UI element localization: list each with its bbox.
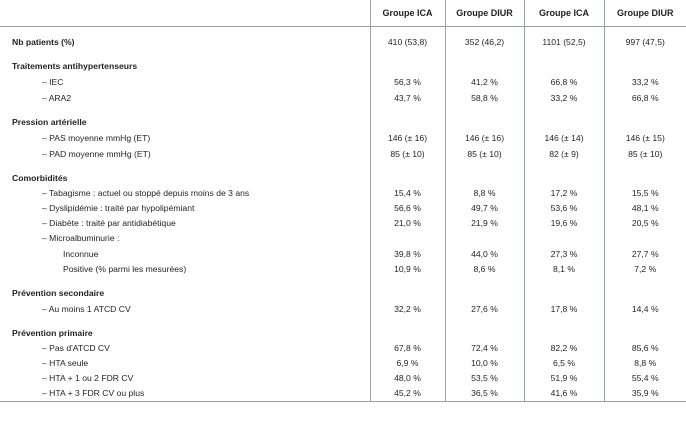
table-row bbox=[0, 90, 686, 106]
cell-value: 49,7 % bbox=[445, 201, 524, 216]
cell-value: 6,9 % bbox=[370, 356, 445, 371]
section-heading: Pression artérielle bbox=[12, 117, 87, 127]
table-row bbox=[0, 146, 686, 162]
cell-value: 7,2 % bbox=[604, 262, 686, 277]
cell-value: 997 (47,5) bbox=[604, 34, 686, 50]
cell-value: 72,4 % bbox=[445, 341, 524, 356]
cell-value: 27,3 % bbox=[524, 246, 604, 262]
cell-value: 82,2 % bbox=[524, 341, 604, 356]
cell-value: 146 (± 16) bbox=[370, 130, 445, 146]
row-label: – PAS moyenne mmHg (ET) bbox=[42, 133, 151, 143]
cell-value: 35,9 % bbox=[604, 386, 686, 402]
cell-value: 48,1 % bbox=[604, 201, 686, 216]
cell-value: 41,2 % bbox=[445, 74, 524, 90]
section-heading-row bbox=[0, 58, 686, 74]
section-heading: Prévention secondaire bbox=[12, 288, 105, 298]
table-row bbox=[0, 130, 686, 146]
cell-value: 1101 (52,5) bbox=[524, 34, 604, 50]
cell-value: 146 (± 16) bbox=[445, 130, 524, 146]
cell-value: 55,4 % bbox=[604, 371, 686, 386]
section-heading: Traitements antihypertenseurs bbox=[12, 61, 138, 71]
cell-value: 53,5 % bbox=[445, 371, 524, 386]
row-label: – HTA + 3 FDR CV ou plus bbox=[0, 386, 370, 402]
cell-value: 21,9 % bbox=[445, 216, 524, 231]
cell-value: 85 (± 10) bbox=[445, 146, 524, 162]
cell-value: 8,1 % bbox=[524, 262, 604, 277]
cell-value: 41,6 % bbox=[524, 386, 604, 402]
section-heading: Prévention primaire bbox=[12, 328, 93, 338]
row-label: – HTA seule bbox=[42, 358, 89, 368]
cell-value: 39,8 % bbox=[370, 246, 445, 262]
row-label: Nb patients (%) bbox=[12, 37, 75, 47]
cell-value: 20,5 % bbox=[604, 216, 686, 231]
section-heading-row bbox=[0, 114, 686, 130]
row-label: Positive (% parmi les mesurées) bbox=[63, 264, 187, 274]
table-row bbox=[0, 341, 686, 356]
row-label: – ARA2 bbox=[42, 93, 72, 103]
cell-value: 8,8 % bbox=[445, 186, 524, 201]
row-label: – Microalbuminurie : bbox=[42, 233, 120, 243]
cell-value: 32,2 % bbox=[370, 301, 445, 317]
row-label: – Tabagisme : actuel ou stoppé depuis moins de 3 ans bbox=[42, 188, 250, 198]
cell-value: 56,6 % bbox=[370, 201, 445, 216]
cell-value: 43,7 % bbox=[370, 90, 445, 106]
cell-value: 67,8 % bbox=[370, 341, 445, 356]
row-label: – HTA + 1 ou 2 FDR CV bbox=[42, 373, 134, 383]
cell-value: 58,8 % bbox=[445, 90, 524, 106]
cell-value: 14,4 % bbox=[604, 301, 686, 317]
section-heading-row bbox=[0, 170, 686, 186]
table-row bbox=[0, 231, 686, 246]
table-row bbox=[0, 246, 686, 262]
cell-value: 352 (46,2) bbox=[445, 34, 524, 50]
header-group-ica-2: Groupe ICA bbox=[524, 0, 604, 27]
row-label: Inconnue bbox=[63, 249, 99, 259]
cell-value: 82 (± 9) bbox=[524, 146, 604, 162]
cell-value: 33,2 % bbox=[524, 90, 604, 106]
cell-value: 66,8 % bbox=[604, 90, 686, 106]
cell-value: 6,5 % bbox=[524, 356, 604, 371]
cell-value: 21,0 % bbox=[370, 216, 445, 231]
row-label: – PAD moyenne mmHg (ET) bbox=[42, 149, 151, 159]
cell-value: 8,6 % bbox=[445, 262, 524, 277]
row-label: – Au moins 1 ATCD CV bbox=[42, 304, 131, 314]
cell-value: 48,0 % bbox=[370, 371, 445, 386]
cell-value: 44,0 % bbox=[445, 246, 524, 262]
cell-value: 8,8 % bbox=[604, 356, 686, 371]
header-blank-cell bbox=[0, 0, 370, 27]
cell-value: 27,7 % bbox=[604, 246, 686, 262]
cell-value: 10,0 % bbox=[445, 356, 524, 371]
cell-value: 85,6 % bbox=[604, 341, 686, 356]
cell-value: 66,8 % bbox=[524, 74, 604, 90]
cell-value: 17,8 % bbox=[524, 301, 604, 317]
table-row bbox=[0, 34, 686, 50]
row-label: – Dyslipidémie : traité par hypolipémiant bbox=[42, 203, 195, 213]
cell-value: 146 (± 14) bbox=[524, 130, 604, 146]
row-label: – Diabète : traité par antidiabétique bbox=[42, 218, 176, 228]
cell-value: 53,6 % bbox=[524, 201, 604, 216]
cell-value: 10,9 % bbox=[370, 262, 445, 277]
table-row bbox=[0, 262, 686, 277]
cell-value: 85 (± 10) bbox=[370, 146, 445, 162]
cell-value: 410 (53,8) bbox=[370, 34, 445, 50]
cell-value: 45,2 % bbox=[370, 386, 445, 402]
section-heading-row bbox=[0, 325, 686, 341]
cell-value: 146 (± 15) bbox=[604, 130, 686, 146]
cell-value: 27,6 % bbox=[445, 301, 524, 317]
header-group-diur-1: Groupe DIUR bbox=[445, 0, 524, 27]
header-row bbox=[0, 0, 686, 27]
table-row bbox=[0, 216, 686, 231]
cell-value: 33,2 % bbox=[604, 74, 686, 90]
cell-value: 15,5 % bbox=[604, 186, 686, 201]
row-label: – Pas d'ATCD CV bbox=[42, 343, 110, 353]
header-group-ica-1: Groupe ICA bbox=[370, 0, 445, 27]
cell-value: 15,4 % bbox=[370, 186, 445, 201]
header-group-diur-2: Groupe DIUR bbox=[604, 0, 686, 27]
table-row bbox=[0, 356, 686, 371]
row-label: – IEC bbox=[42, 77, 64, 87]
table-row bbox=[0, 186, 686, 201]
cell-value: 56,3 % bbox=[370, 74, 445, 90]
table-row bbox=[0, 201, 686, 216]
table-row bbox=[0, 74, 686, 90]
cell-value: 19,6 % bbox=[524, 216, 604, 231]
cell-value: 36,5 % bbox=[445, 386, 524, 402]
cell-value: 85 (± 10) bbox=[604, 146, 686, 162]
cell-value: 51,9 % bbox=[524, 371, 604, 386]
section-heading-row bbox=[0, 285, 686, 301]
section-heading: Comorbidités bbox=[12, 173, 68, 183]
table-row bbox=[0, 371, 686, 386]
table-row bbox=[0, 301, 686, 317]
table-row bbox=[0, 386, 686, 402]
cell-value: 17,2 % bbox=[524, 186, 604, 201]
